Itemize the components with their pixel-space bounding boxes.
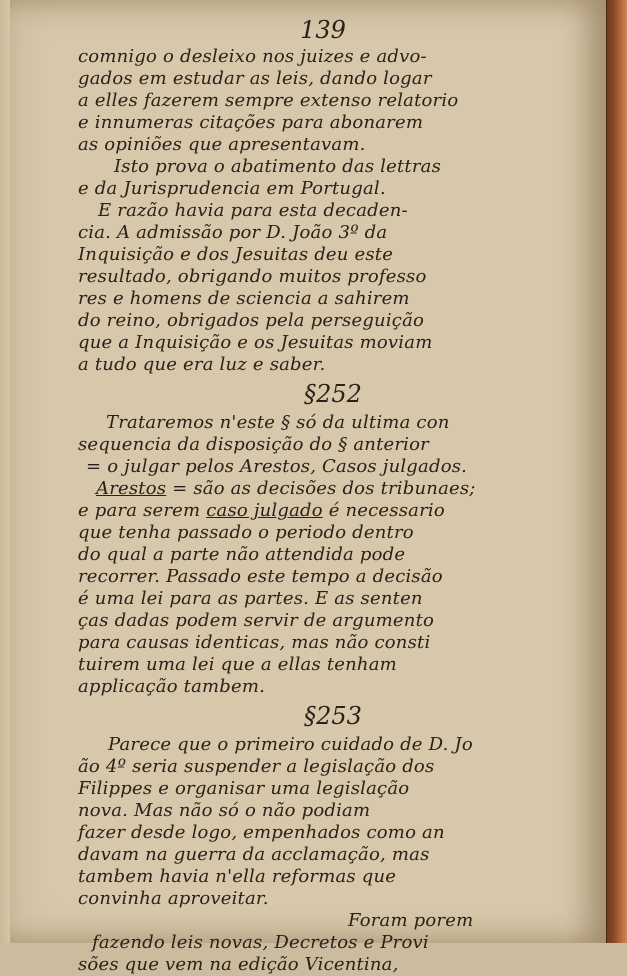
manuscript-text (78, 14, 588, 975)
text-line: Inquisição e dos Jesuitas deu este (78, 244, 394, 265)
text-line: Filippes e organisar uma legislação (78, 778, 410, 799)
text-line: que tenha passado o periodo dentro (78, 522, 414, 543)
text-line: é uma lei para as partes. E as senten (78, 588, 423, 609)
text-fragment: é necessario (322, 500, 445, 521)
section-heading-253: §253 (304, 702, 362, 730)
text-line: e innumeras citações para abonarem (78, 112, 424, 133)
text-line: ão 4º seria suspender a legislação dos (78, 756, 435, 777)
text-line: davam na guerra da acclamação, mas (78, 844, 430, 865)
text-line: fazendo leis novas, Decretos e Provi (92, 932, 429, 953)
text-line: gados em estudar as leis, dando logar (78, 68, 432, 89)
section-heading-252: §252 (304, 380, 362, 408)
text-line: e da Jurisprudencia em Portugal. (78, 178, 386, 199)
text-line: do reino, obrigados pela perseguição (78, 310, 425, 331)
text-line: convinha aproveitar. (78, 888, 269, 909)
text-line: = o julgar pelos Arestos, Casos julgados. (86, 456, 468, 477)
text-line: a elles fazerem sempre extenso relatorio (78, 90, 459, 111)
text-line: a tudo que era luz e saber. (78, 354, 326, 375)
text-fragment: = são as decisões dos tribunaes; (166, 478, 476, 499)
text-line: tambem havia n'ella reformas que (78, 866, 397, 887)
text-line: nova. Mas não só o não podiam (78, 800, 371, 821)
text-line: comnigo o desleixo nos juizes e advo- (78, 46, 427, 67)
text-line: sequencia da disposição do § anterior (78, 434, 429, 455)
text-line: Isto prova o abatimento das lettras (114, 156, 442, 177)
text-line: applicação tambem. (78, 676, 266, 697)
text-line: ças dadas podem servir de argumento (78, 610, 435, 631)
text-line: sões que vem na edição Vicentina, (78, 954, 399, 975)
page-number: 139 (300, 16, 346, 44)
book-binding (606, 0, 627, 943)
text-fragment: e para serem (78, 500, 207, 521)
text-line: tuirem uma lei que a ellas tenham (78, 654, 397, 675)
text-line: res e homens de sciencia a sahirem (78, 288, 410, 309)
text-line: recorrer. Passado este tempo a decisão (78, 566, 443, 587)
text-line: do qual a parte não attendida pode (78, 544, 406, 565)
underlined-term: Arestos (96, 478, 167, 499)
text-line: Parece que o primeiro cuidado de D. Jo (108, 734, 473, 755)
text-line: resultado, obrigando muitos professo (78, 266, 427, 287)
text-line: Trataremos n'este § só da ultima con (106, 412, 450, 433)
text-line (78, 478, 588, 500)
text-line: fazer desde logo, empenhados como an (78, 822, 445, 843)
text-line: Foram porem (348, 910, 474, 931)
text-line: as opiniões que apresentavam. (78, 134, 366, 155)
page-left-edge (0, 0, 10, 943)
text-line (78, 500, 588, 522)
text-line: para causas identicas, mas não consti (78, 632, 431, 653)
underlined-term: caso julgado (206, 500, 323, 521)
text-line: E razão havia para esta decaden- (98, 200, 408, 221)
paragraph-opening (78, 46, 588, 376)
text-line: cia. A admissão por D. João 3º da (78, 222, 388, 243)
paragraph-252 (78, 412, 588, 698)
text-line: que a Inquisição e os Jesuitas moviam (78, 332, 433, 353)
paragraph-253 (78, 734, 588, 976)
